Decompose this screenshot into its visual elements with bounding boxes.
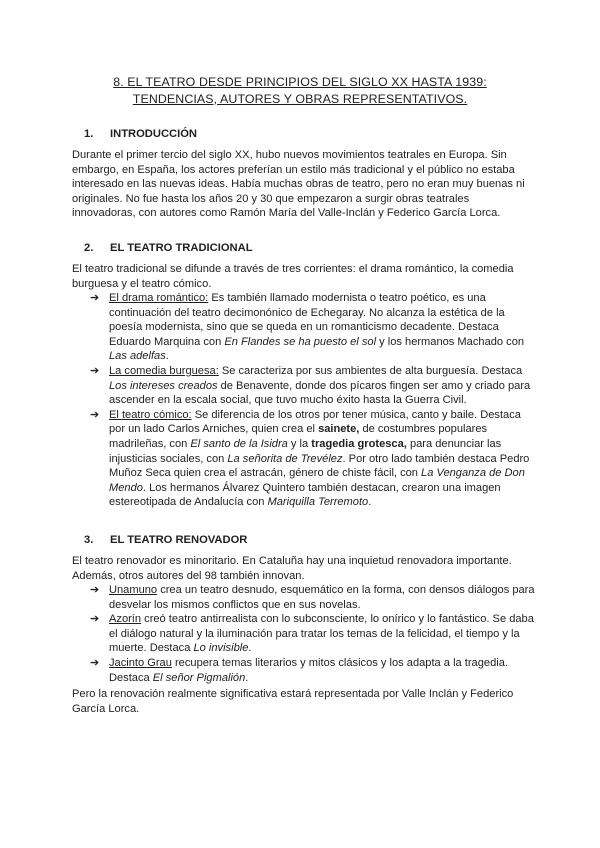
arrow-icon: ➔ — [90, 584, 100, 596]
list-item — [90, 656, 536, 685]
list-item — [90, 364, 536, 408]
item-text: de costumbres populares madrileñas, con — [109, 423, 488, 450]
section-2-number: 2. — [84, 242, 94, 254]
item-text: Es también llamado modernista o teatro poético, es una continuación del teatro decimonónico de Echegaray. No alcanza la estética de la poesía modernista, sino que se queda en un romanticismo decadente. Destaca Eduardo Marquina con — [109, 292, 505, 348]
arrow-icon: ➔ — [90, 408, 100, 421]
item-text: recupera temas literarios y mitos clásicos y los adapta a la tragedia. Destaca — [109, 656, 508, 684]
traditional-theatre-list — [90, 291, 536, 510]
section-3-closing: Pero la renovación realmente significativa estará representada por Valle Inclán y Federico García Lorca. — [72, 688, 514, 715]
item-term: El teatro cómico: — [109, 408, 192, 421]
genre-term: tragedia grotesca, — [311, 437, 407, 450]
item-text: y los hermanos Machado con — [376, 335, 525, 348]
document-title — [70, 74, 530, 108]
section-2-title: EL TEATRO TRADICIONAL — [110, 242, 253, 254]
arrow-icon: ➔ — [90, 613, 100, 626]
list-item — [90, 612, 536, 656]
work-title: La Venganza de Don Mendo — [109, 467, 525, 494]
arrow-icon: ➔ — [90, 292, 100, 304]
item-text: para denunciar las injusticias sociales, con — [109, 437, 502, 465]
section-3-intro: El teatro renovador es minoritario. En Cataluña hay una inquietud renovadora importante. Además, otros autores del 98 también innovan. — [72, 555, 512, 582]
item-text: creó teatro antirrealista con lo subconsciente, lo onírico y lo fantástico. Se daba el diálogo natural y la iluminación para tratar los temas de la felicidad, el tiempo y la muerte. Destaca — [109, 613, 534, 655]
item-text: . Por otro lado también destaca Pedro Muñoz Seca quien crea el astracán, género de chiste fácil, con — [109, 452, 530, 480]
item-text: de Benavente, donde dos pícaros fingen ser amo y criado para ascender en la escala social, que tuvo mucho éxito hasta la Guerra Civil. — [109, 379, 531, 407]
item-text: Se diferencia de los otros por tener música, canto y baile. Destaca por un lado Carlos Arniches, quien crea el — [109, 408, 521, 436]
list-item — [90, 291, 536, 364]
section-3-heading — [84, 533, 247, 548]
arrow-icon: ➔ — [90, 364, 100, 377]
title-line-2: TENDENCIAS, AUTORES Y OBRAS REPRESENTATIVOS. — [132, 92, 468, 106]
work-title: El señor Pigmalión — [152, 671, 246, 684]
section-1-number: 1. — [84, 128, 94, 140]
work-title: Los intereses creados — [109, 379, 218, 392]
renovating-theatre-list — [90, 583, 536, 685]
work-title: Mariquilla Terremoto — [267, 496, 369, 509]
item-term: El drama romántico: — [109, 292, 209, 304]
item-text: y la — [287, 437, 312, 450]
section-1-title: INTRODUCCIÓN — [110, 128, 198, 140]
section-2-intro: El teatro tradicional se difunde a través de tres corrientes: el drama romántico, la comedia burguesa y el teatro cómico. — [72, 263, 514, 290]
item-text: . — [165, 350, 169, 363]
list-item — [90, 408, 536, 510]
section-3-number: 3. — [84, 534, 94, 546]
item-text: . Los hermanos Álvarez Quintero también destacan, crearon una imagen estereotipada de Andalucía con — [109, 481, 501, 509]
item-term: Unamuno — [109, 584, 158, 596]
list-item — [90, 583, 536, 612]
section-1-text: Durante el primer tercio del siglo XX, hubo nuevos movimientos teatrales en Europa. Sin embargo, en España, los actores preferían un estilo más tradicional y el público no estaba interesado en las nuevas ideas. Había muchas obras de teatro, pero no eran muy buenas ni originales. No fue hasta los años 20 y 30 que empezaron a surgir obras teatrales innovadoras, con autores como Ramón María del Valle-Inclán y Federico García Lorca. — [72, 149, 525, 220]
item-text: . — [248, 642, 252, 655]
genre-term: sainete, — [318, 423, 360, 436]
title-line-1: 8. EL TEATRO DESDE PRINCIPIOS DEL SIGLO XX HASTA 1939: — [113, 75, 487, 89]
item-text: . — [368, 496, 372, 509]
section-2-heading — [84, 241, 253, 256]
work-title: En Flandes se ha puesto el sol — [224, 335, 377, 348]
item-text: Se caracteriza por sus ambientes de alta burguesía. Destaca — [218, 364, 523, 377]
item-text: crea un teatro desnudo, esquemático en la forma, con densos diálogos para desvelar los mismos conflictos que en sus novelas. — [109, 584, 535, 611]
item-text: . — [245, 671, 249, 684]
item-term: Jacinto Grau — [109, 656, 172, 669]
item-term: La comedia burguesa: — [109, 364, 219, 377]
work-title: El santo de la Isidra — [190, 437, 288, 450]
section-1-heading — [84, 127, 197, 142]
item-term: Azorín — [109, 613, 142, 626]
work-title: La señorita de Trevélez — [227, 452, 343, 465]
section-3-title: EL TEATRO RENOVADOR — [110, 534, 248, 546]
arrow-icon: ➔ — [90, 656, 100, 669]
work-title: Las adelfas — [109, 350, 166, 363]
work-title: Lo invisible — [193, 642, 249, 655]
